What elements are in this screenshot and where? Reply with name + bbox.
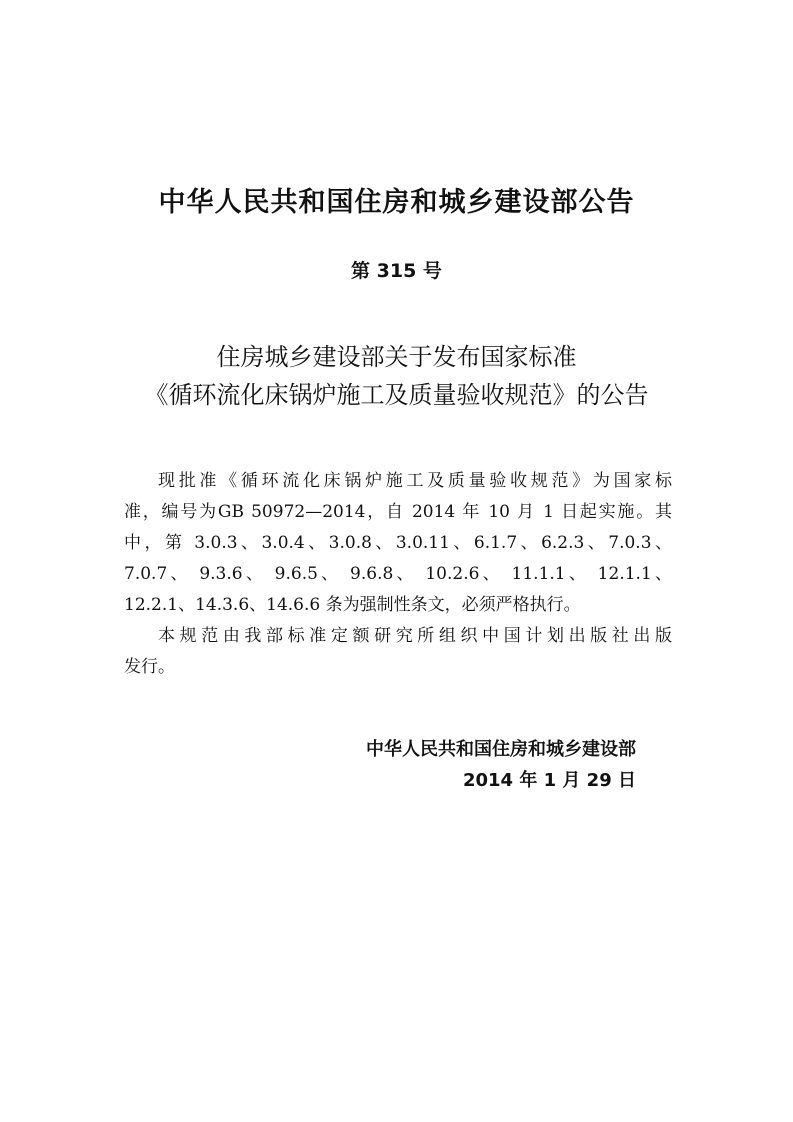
body-paragraph-2-line-1: 本规范由我部标准定额研究所组织中国计划出版社出版	[158, 626, 672, 646]
body-paragraph-2-line-2: 发行。	[124, 657, 175, 677]
body-paragraph-1-line-4: 7.0.7、 9.3.6、 9.6.5、 9.6.8、 10.2.6、 11.1.1、 12.1.1、	[124, 564, 672, 584]
signature-organization: 中华人民共和国住房和城乡建设部	[366, 739, 636, 760]
body-paragraph-1-line-5: 12.2.1、14.3.6、14.6.6 条为强制性条文，必须严格执行。	[124, 595, 581, 615]
body-paragraph-1-line-2: 准，编号为GB 50972—2014，自 2014 年 10 月 1 日起实施。其	[124, 502, 672, 522]
announcement-subtitle-line-2: 《循环流化床锅炉施工及质量验收规范》的公告	[144, 381, 649, 409]
announcement-title: 中华人民共和国住房和城乡建设部公告	[158, 187, 635, 218]
signature-date: 2014 年 1 月 29 日	[462, 770, 636, 791]
announcement-subtitle-line-1: 住房城乡建设部关于发布国家标准	[216, 343, 577, 371]
announcement-number: 第 315 号	[351, 260, 442, 282]
body-paragraph-1-line-3: 中，第 3.0.3、3.0.4、3.0.8、3.0.11、6.1.7、6.2.3、7.0.3、	[124, 533, 672, 553]
body-paragraph-1-line-1: 现批准《循环流化床锅炉施工及质量验收规范》为国家标	[158, 471, 672, 491]
